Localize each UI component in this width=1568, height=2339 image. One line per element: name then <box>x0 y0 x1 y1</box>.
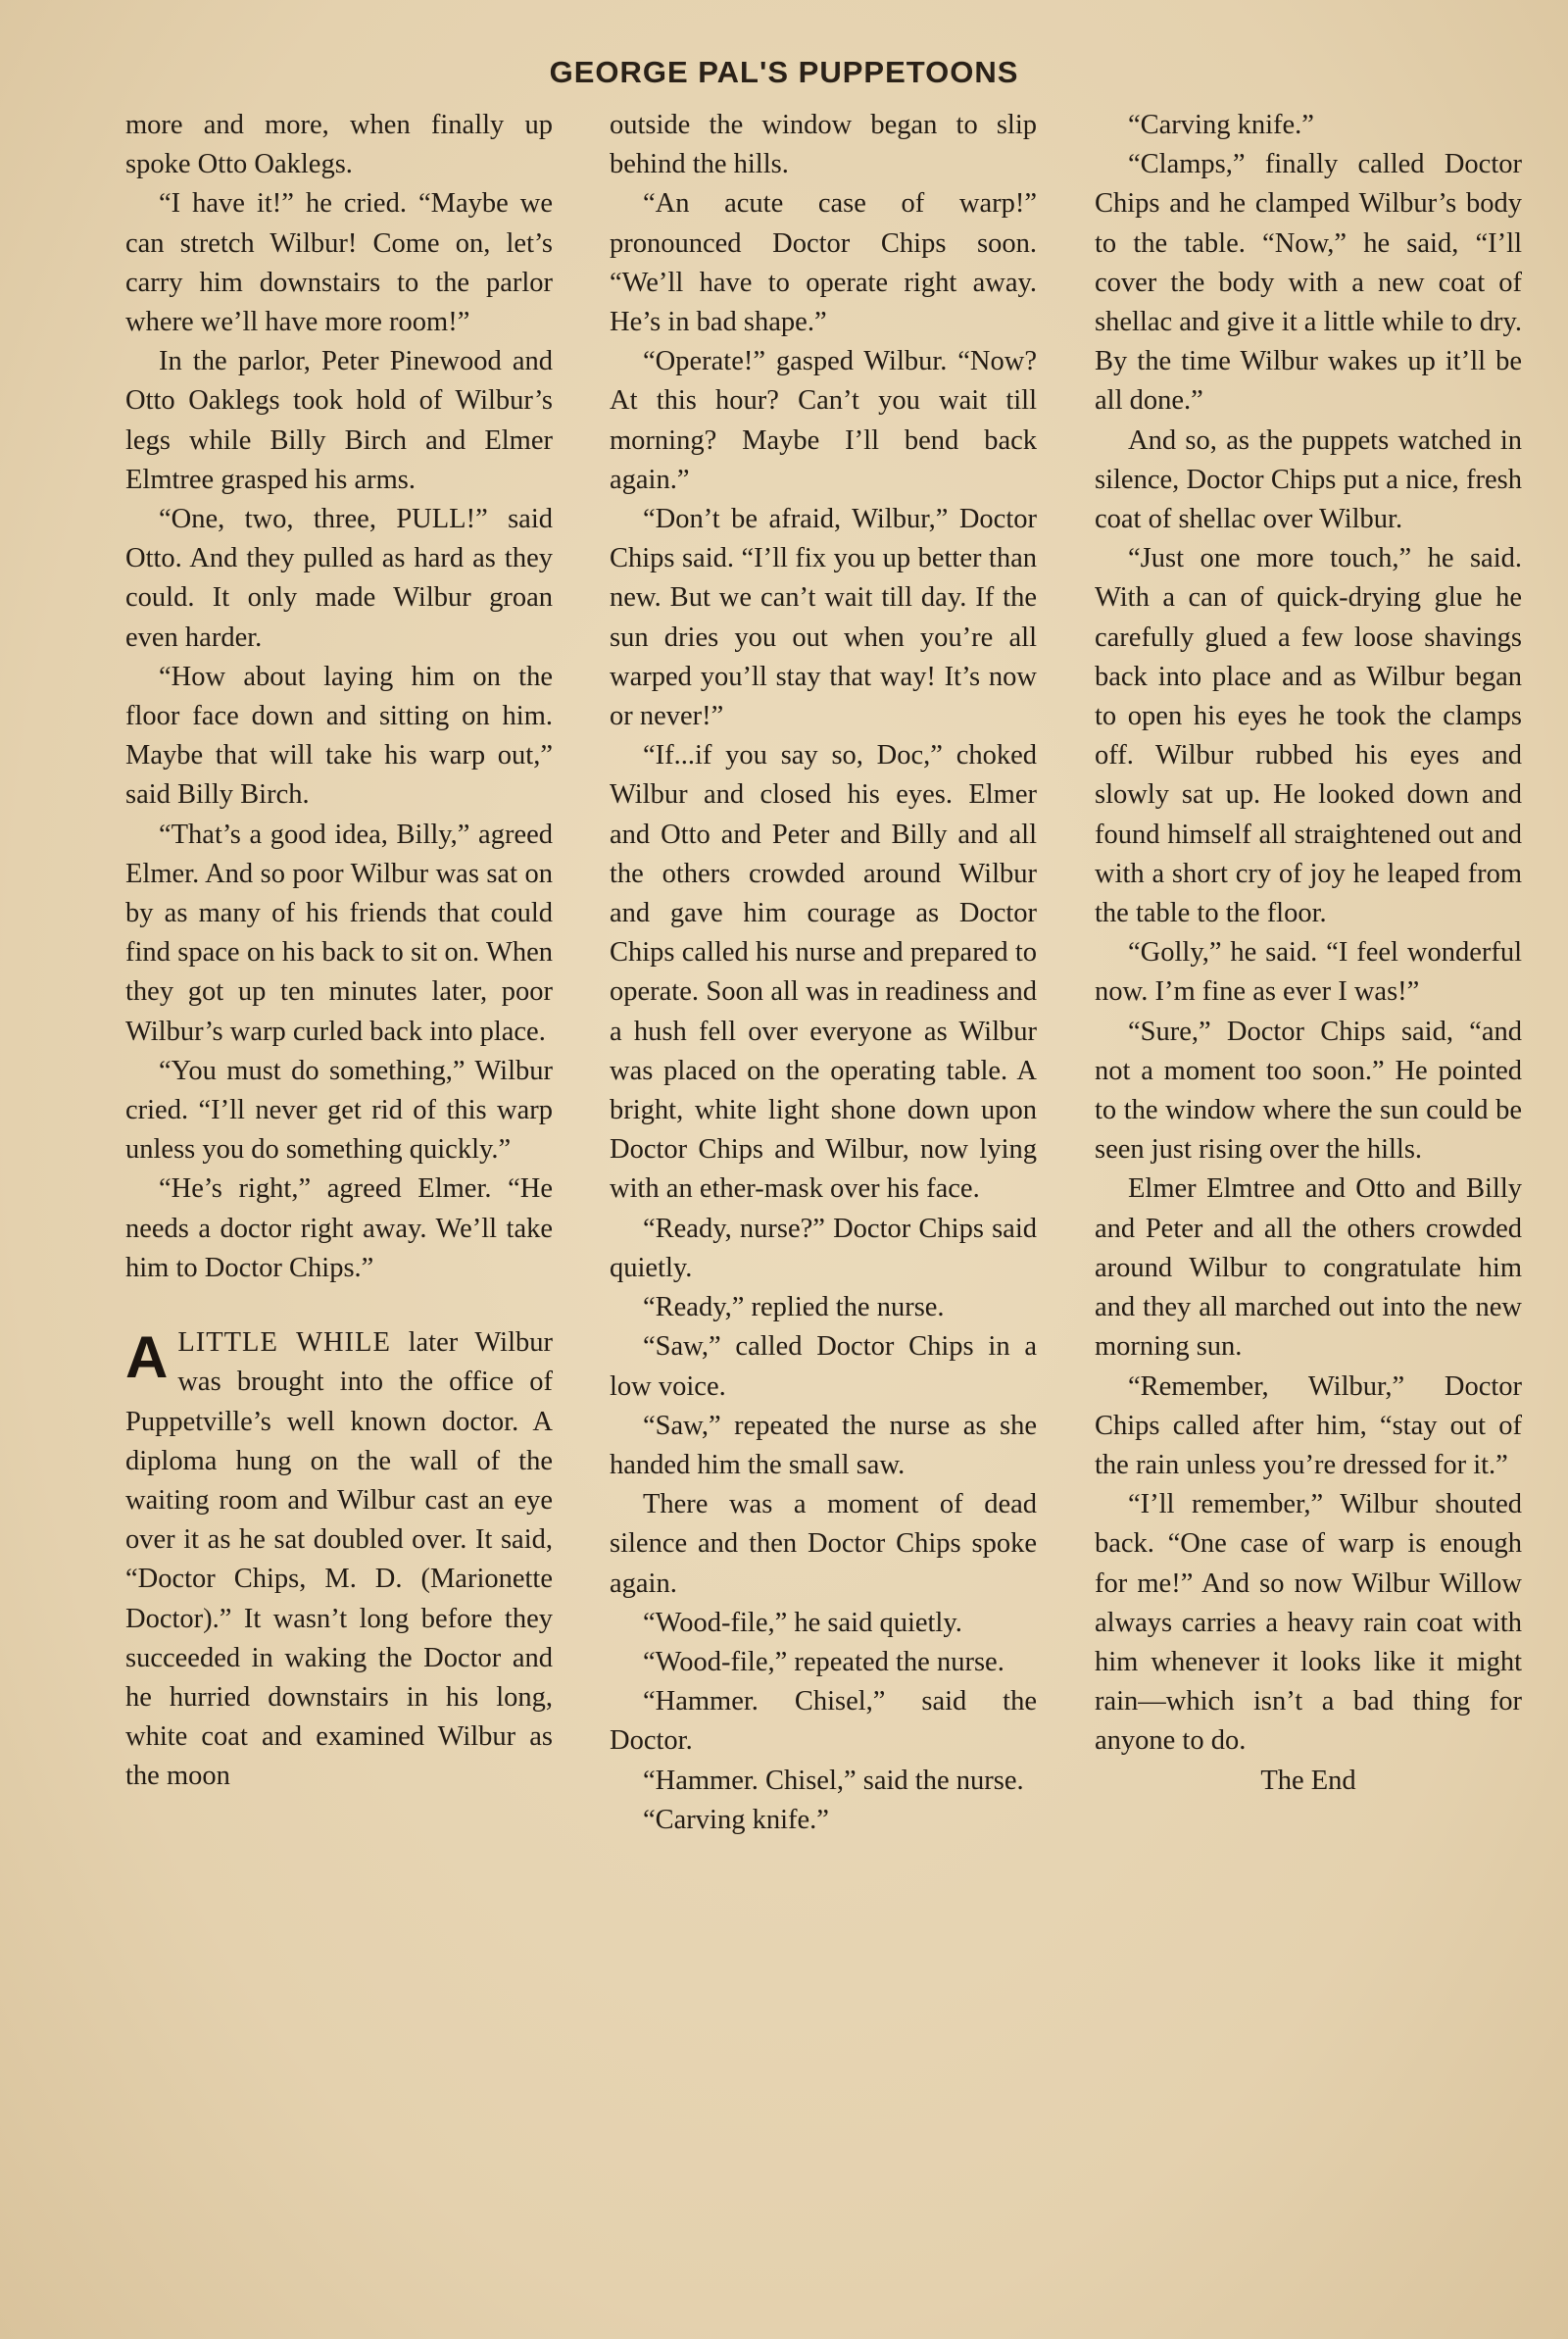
section-break <box>125 1288 553 1323</box>
paragraph: outside the window began to slip behind the hills. <box>610 110 1037 180</box>
paragraph: In the parlor, Peter Pinewood and Otto Oaklegs took hold of Wilbur’s legs while Billy Birch and Elmer Elmtree grasped his arms. <box>125 346 553 495</box>
paragraph: “Ready, nurse?” Doctor Chips said quietly. <box>610 1213 1037 1283</box>
paragraph: “Just one more touch,” he said. With a can of quick-drying glue he carefully glued a few loose shavings back into place and as Wilbur began to open his eyes he took the clamps off. Wilbur rubbed his eyes and slowly sat up. He looked down and found himself all straightened out and with a short cry of joy he leaped from the table to the floor. <box>1095 543 1522 929</box>
paragraph: “Hammer. Chisel,” said the Doctor. <box>610 1686 1037 1757</box>
paragraph: more and more, when finally up spoke Otto Oaklegs. <box>125 110 553 180</box>
lead-in-caps: LITTLE WHILE <box>177 1327 391 1359</box>
paragraph: And so, as the puppets watched in silence, Doctor Chips put a nice, fresh coat of shellac over Wilbur. <box>1095 424 1522 535</box>
paragraph: “If...if you say so, Doc,” choked Wilbur and closed his eyes. Elmer and Otto and Peter and Billy and all the others crowded around Wilbur and gave him courage as Doctor Chips called his nurse and prepared to operate. Soon all was in readiness and a hush fell over everyone as Wilbur was placed on the operating table. A bright, white light shone down upon Doctor Chips and Wilbur, now lying with an ether-mask over his face. <box>610 740 1037 1205</box>
paragraph: “Saw,” called Doctor Chips in a low voice. <box>610 1331 1037 1402</box>
paragraph: “How about laying him on the floor face down and sitting on him. Maybe that will take his warp out,” said Billy Birch. <box>125 661 553 811</box>
paragraph: “Don’t be afraid, Wilbur,” Doctor Chips said. “I’ll fix you up better than new. But we can’t wait till day. If the sun dries you out when you’re all warped you’ll stay that way! It’s now or never!” <box>610 504 1037 732</box>
paragraph: “I’ll remember,” Wilbur shouted back. “One case of warp is enough for me!” And so now Wilbur Willow always carries a heavy rain coat with him whenever it looks like it might rain—which isn’t a bad thing for anyone to do. <box>1095 1489 1522 1757</box>
paragraph: There was a moment of dead silence and then Doctor Chips spoke again. <box>610 1489 1037 1599</box>
paragraph: “One, two, three, PULL!” said Otto. And they pulled as hard as they could. It only made Wilbur groan even harder. <box>125 504 553 653</box>
paragraph: “Clamps,” finally called Doctor Chips and he clamped Wilbur’s body to the table. “Now,” he said, “I’ll cover the body with a new coat of shellac and give it a little while to dry. By the time Wilbur wakes up it’ll be all done.” <box>1095 149 1522 417</box>
the-end-label: The End <box>1260 1765 1356 1796</box>
page-header: GEORGE PAL'S PUPPETOONS <box>549 55 1019 89</box>
paragraph: “Carving knife.” <box>643 1804 829 1835</box>
paragraph: “Hammer. Chisel,” said the nurse. <box>643 1765 1024 1796</box>
paragraph: “Operate!” gasped Wilbur. “Now? At this hour? Can’t you wait till morning? Maybe I’ll bend back again.” <box>610 346 1037 495</box>
paragraph: “Sure,” Doctor Chips said, “and not a moment too soon.” He pointed to the window where the sun could be seen just rising over the hills. <box>1095 1016 1522 1166</box>
paragraph: “Remember, Wilbur,” Doctor Chips called after him, “stay out of the rain unless you’re dressed for it.” <box>1095 1370 1522 1480</box>
paragraph-text: later Wilbur was brought into the office of Puppetville’s well known doctor. A diploma hung on the wall of the waiting room and Wilbur cast an eye over it as he sat doubled over. It said, “Doctor Chips, M. D. (Marionette Doctor).” It wasn’t long before they succeeded in waking the Doctor and he hurried downstairs in his long, white coat and examined Wilbur as the moon <box>125 1327 553 1792</box>
paragraph: “I have it!” he cried. “Maybe we can stretch Wilbur! Come on, let’s carry him downstairs to the parlor where we’ll have more room!” <box>125 188 553 338</box>
paragraph: “Wood-file,” repeated the nurse. <box>643 1646 1004 1677</box>
paragraph: “Ready,” replied the nurse. <box>643 1292 945 1323</box>
dropcap-paragraph <box>125 1323 553 1796</box>
paragraph: Elmer Elmtree and Otto and Billy and Peter and all the others crowded around Wilbur to congratulate him and they all marched out into the new morning sun. <box>1095 1173 1522 1363</box>
paragraph: “Wood-file,” he said quietly. <box>643 1607 962 1638</box>
paragraph: “He’s right,” agreed Elmer. “He needs a doctor right away. We’ll take him to Doctor Chips.” <box>125 1173 553 1283</box>
paragraph: “You must do something,” Wilbur cried. “I’ll never get rid of this warp unless you do something quickly.” <box>125 1055 553 1166</box>
text-column-1 <box>125 106 553 1797</box>
paragraph: “That’s a good idea, Billy,” agreed Elmer. And so poor Wilbur was sat on by as many of his friends that could find space on his back to sit on. When they got up ten minutes later, poor Wilbur’s warp curled back into place. <box>125 819 553 1047</box>
drop-cap: A <box>125 1324 169 1391</box>
paragraph: “Golly,” he said. “I feel wonderful now. I’m fine as ever I was!” <box>1095 937 1522 1008</box>
text-column-3 <box>1095 106 1522 1801</box>
text-column-2 <box>610 106 1037 1840</box>
paragraph: “Saw,” repeated the nurse as she handed him the small saw. <box>610 1410 1037 1480</box>
paragraph: “An acute case of warp!” pronounced Doctor Chips soon. “We’ll have to operate right away. He’s in bad shape.” <box>610 188 1037 338</box>
paragraph: “Carving knife.” <box>1128 110 1314 140</box>
